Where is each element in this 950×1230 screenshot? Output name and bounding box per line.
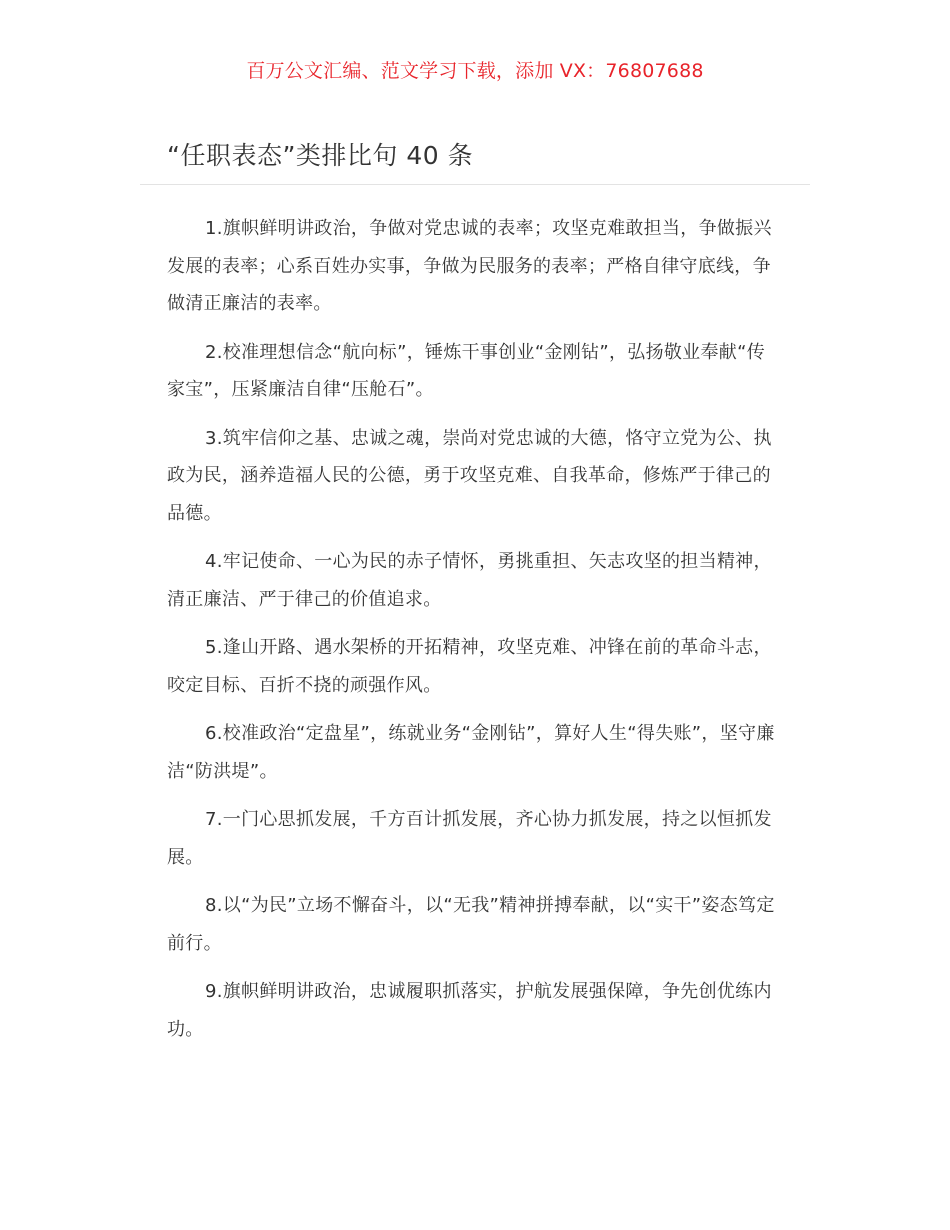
document-title: “任职表态”类排比句 40 条 bbox=[167, 141, 474, 170]
title-divider bbox=[140, 184, 810, 185]
paragraph-3: 3.筑牢信仰之基、忠诚之魂，崇尚对党忠诚的大德，恪守立党为公、执政为民，涵养造福人民的公德，勇于攻坚克难、自我革命，修炼严于律己的品德。 bbox=[167, 427, 772, 524]
paragraph-7: 7.一门心思抓发展，千方百计抓发展，齐心协力抓发展，持之以恒抓发展。 bbox=[167, 809, 772, 868]
paragraph-5: 5.逢山开路、遇水架桥的开拓精神，攻坚克难、冲锋在前的革命斗志，咬定目标、百折不挠的顽强作风。 bbox=[167, 637, 772, 696]
header-banner: 百万公文汇编、范文学习下载，添加 VX：76807688 bbox=[246, 60, 704, 82]
paragraph-6: 6.校准政治“定盘星”，练就业务“金刚钻”，算好人生“得失账”，坚守廉洁“防洪堤”。 bbox=[167, 723, 775, 782]
paragraph-2: 2.校准理想信念“航向标”，锤炼干事创业“金刚钻”，弘扬敬业奉献“传家宝”，压紧廉洁自律“压舱石”。 bbox=[167, 341, 765, 400]
paragraph-9: 9.旗帜鲜明讲政治，忠诚履职抓落实，护航发展强保障，争先创优练内功。 bbox=[167, 981, 772, 1040]
paragraph-8: 8.以“为民”立场不懈奋斗，以“无我”精神拼搏奉献，以“实干”姿态笃定前行。 bbox=[167, 895, 775, 954]
document-body bbox=[167, 210, 782, 1059]
paragraph-4: 4.牢记使命、一心为民的赤子情怀，勇挑重担、矢志攻坚的担当精神，清正廉洁、严于律己的价值追求。 bbox=[167, 551, 772, 610]
paragraph-1: 1.旗帜鲜明讲政治，争做对党忠诚的表率；攻坚克难敢担当，争做振兴发展的表率；心系百姓办实事，争做为民服务的表率；严格自律守底线，争做清正廉洁的表率。 bbox=[167, 218, 772, 314]
